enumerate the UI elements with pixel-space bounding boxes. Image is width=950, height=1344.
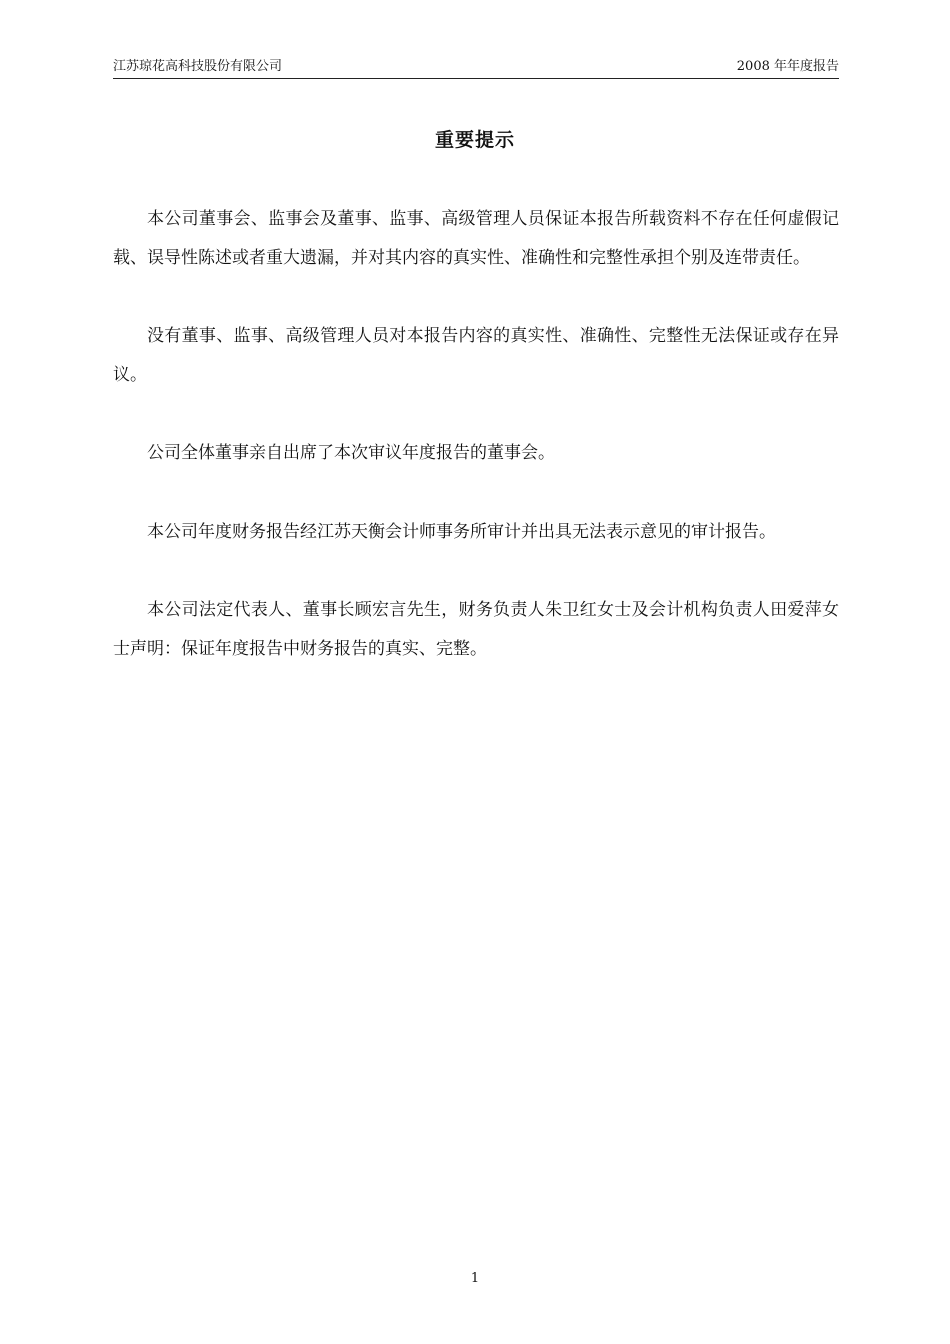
page-title: 重要提示 [434, 129, 515, 151]
notice-paragraph: 本公司法定代表人、董事长顾宏言先生，财务负责人朱卫红女士及会计机构负责人田爱萍女士声明：保证年度报告中财务报告的真实、完整。 [113, 600, 839, 659]
notice-paragraph: 公司全体董事亲自出席了本次审议年度报告的董事会。 [147, 443, 555, 463]
paragraph-spacer [113, 277, 839, 317]
notice-paragraph: 本公司年度财务报告经江苏天衡会计师事务所审计并出具无法表示意见的审计报告。 [147, 521, 776, 542]
paragraph-spacer [113, 473, 839, 513]
paragraph-spacer [113, 551, 839, 591]
header-report-name: 2008 年年度报告 [736, 59, 839, 74]
paragraph-spacer [113, 394, 839, 434]
header-company-name: 江苏琼花高科技股份有限公司 [113, 59, 283, 74]
notice-paragraph: 本公司董事会、监事会及董事、监事、高级管理人员保证本报告所载资料不存在任何虚假记载、误导性陈述或者重大遗漏，并对其内容的真实性、准确性和完整性承担个别及连带责任。 [113, 209, 839, 268]
page-number: 1 [470, 1271, 480, 1286]
notice-body [113, 200, 839, 668]
notice-paragraph: 没有董事、监事、高级管理人员对本报告内容的真实性、准确性、完整性无法保证或存在异议。 [113, 326, 839, 385]
page-header [113, 58, 839, 79]
